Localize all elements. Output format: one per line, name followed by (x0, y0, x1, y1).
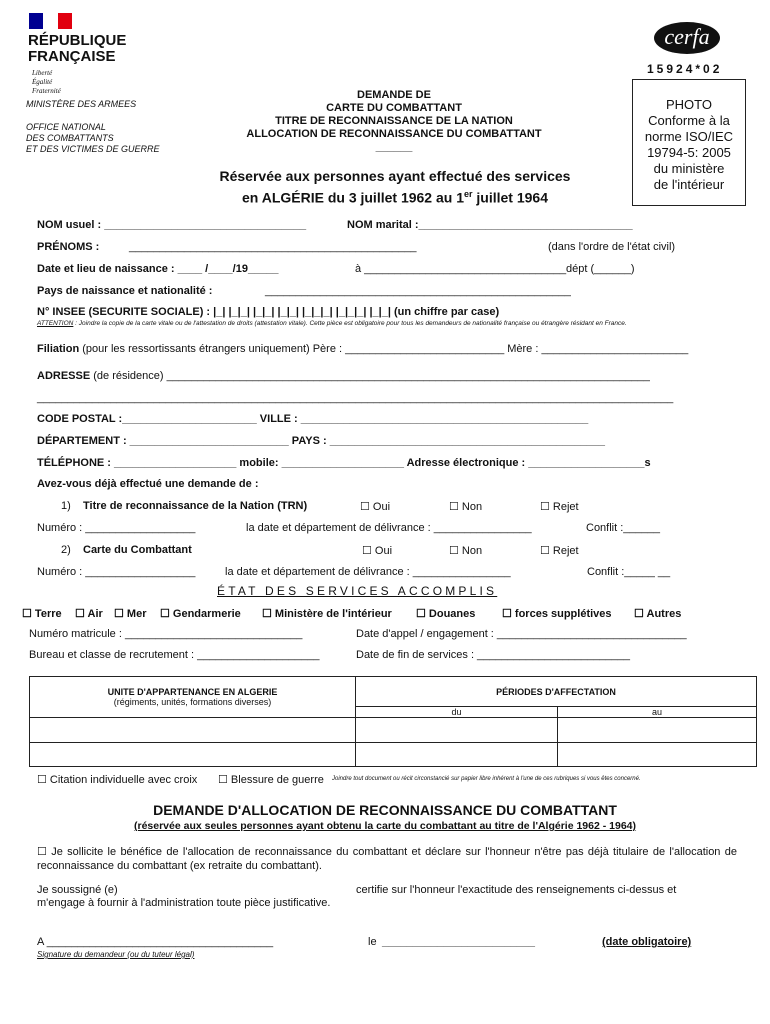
trn-label: Titre de reconnaissance de la Nation (TRN) (83, 500, 308, 512)
service-interieur-checkbox[interactable]: ☐ Ministère de l'intérieur (262, 608, 392, 620)
adresse-field[interactable]: ADRESSE (de résidence) _______________________________________________________________________________ (37, 370, 650, 382)
trn-delivrance-field[interactable]: la date et département de délivrance : ________________ (246, 522, 532, 534)
previous-question: Avez-vous déjà effectué une demande de : (37, 478, 259, 490)
table-cell[interactable] (558, 743, 757, 767)
reserved-notice (180, 167, 610, 207)
trn-rejet-checkbox[interactable]: ☐ Rejet (540, 501, 579, 513)
etat-civil-note: (dans l'ordre de l'état civil) (548, 241, 676, 253)
title-separator: ______ (375, 141, 413, 153)
table-cell[interactable] (356, 743, 558, 767)
carte-rejet-checkbox[interactable]: ☐ Rejet (540, 545, 579, 557)
carte-oui-checkbox[interactable]: ☐ Oui (362, 545, 393, 557)
table-cell[interactable] (558, 718, 757, 743)
item1-number: 1) (61, 500, 71, 512)
naissance-field[interactable]: Date et lieu de naissance : ____ /____/19_____ (37, 263, 279, 275)
unite-header: UNITE D'APPARTENANCE EN ALGERIE (régiments, unités, formations diverses) (30, 677, 356, 718)
code-postal-field[interactable]: CODE POSTAL :______________________ VILLE : _______________________________________________ (37, 413, 589, 425)
table-cell[interactable] (30, 743, 356, 767)
matricule-field[interactable]: Numéro matricule : _____________________________ (29, 628, 303, 640)
allocation-subtitle: (réservée aux seules personnes ayant obtenu la carte du combattant au titre de l'Algérie 1962 - 1964) (133, 820, 637, 832)
title-line4: ALLOCATION DE RECONNAISSANCE DU COMBATTANT (246, 128, 542, 140)
departement-field[interactable]: DÉPARTEMENT : __________________________ PAYS : _____________________________________________ (37, 435, 605, 447)
trn-conflit-field[interactable]: Conflit :______ (586, 522, 660, 534)
motto-fraternite: Fraternité (32, 87, 61, 95)
marianne-logo (29, 13, 72, 29)
carte-non-checkbox[interactable]: ☐ Non (449, 545, 483, 557)
du-header: du (356, 707, 558, 718)
carte-conflit-field[interactable]: Conflit :_____ __ (587, 566, 671, 578)
telephone-field[interactable]: TÉLÉPHONE : ____________________ mobile: ____________________ Adresse électronique : ___________________s (37, 457, 651, 469)
form-title (194, 89, 594, 154)
office-line2: DES COMBATTANTS (26, 133, 114, 143)
table-cell[interactable] (30, 718, 356, 743)
au-header: au (558, 707, 757, 718)
photo-box: PHOTO Conforme à la norme ISO/IEC 19794-5: 2005 du ministère de l'intérieur (632, 79, 746, 206)
service-autres-checkbox[interactable]: ☐ Autres (634, 608, 682, 620)
service-terre-checkbox[interactable]: ☐ Terre (22, 608, 62, 620)
reserved-line1: Réservée aux personnes ayant effectué des services (219, 168, 571, 184)
nom-marital-field[interactable]: NOM marital :___________________________________ (347, 219, 633, 231)
lieu-field[interactable]: A _____________________________________ (37, 936, 274, 948)
engage-text: m'engage à fournir à l'administration toute pièce justificative. (37, 897, 331, 909)
motto-egalite: Égalité (32, 78, 53, 86)
carte-delivrance-field[interactable]: la date et département de délivrance : ________________ (225, 566, 511, 578)
table-cell[interactable] (356, 718, 558, 743)
item2-number: 2) (61, 544, 71, 556)
attention-note: ATTENTION : Joindre la copie de la carte vitale ou de l'attestation de droits (attestation vitale). Cette pièce est obligatoire pour tous les demandeurs de nationalité française ou étrangère résidant en France. (37, 320, 627, 327)
service-suppletives-checkbox[interactable]: ☐ forces supplétives (502, 608, 612, 620)
adresse-line2[interactable]: ________________________________________________________________________________________________________ (37, 392, 674, 404)
soussigne-label: Je soussigné (e) (37, 884, 118, 896)
service-mer-checkbox[interactable]: ☐ Mer (114, 608, 147, 620)
citation-checkbox[interactable]: ☐ Citation individuelle avec croix (37, 774, 198, 786)
republic-line2: FRANÇAISE (28, 48, 116, 65)
service-douanes-checkbox[interactable]: ☐ Douanes (416, 608, 476, 620)
joindre-note: Joindre tout document ou récit circonstancié sur papier libre inhérent à l'une de ces rubriques si vous êtes concerné. (332, 776, 641, 782)
allocation-request-checkbox[interactable]: ☐ Je sollicite le bénéfice de l'allocation de reconnaissance du combattant et déclare sur l'honneur n'être pas déjà titulaire de l'allocation de reconnaissance du combattant (ex retraite du combattant). (37, 846, 737, 872)
appel-field[interactable]: Date d'appel / engagement : _______________________________ (356, 628, 687, 640)
cerfa-logo: cerfa (654, 22, 720, 54)
reserved-line2: en ALGÉRIE du 3 juillet 1962 au 1er juillet 1964 (242, 189, 548, 206)
carte-numero-field[interactable]: Numéro : __________________ (37, 566, 196, 578)
trn-non-checkbox[interactable]: ☐ Non (449, 501, 483, 513)
periodes-header: PÉRIODES D'AFFECTATION (356, 677, 757, 707)
prenoms-label: PRÉNOMS : (37, 241, 100, 253)
nom-usuel-field[interactable]: NOM usuel : _________________________________ (37, 219, 307, 231)
cerfa-number: 15924*02 (647, 62, 723, 76)
blessure-checkbox[interactable]: ☐ Blessure de guerre (218, 774, 324, 786)
bureau-field[interactable]: Bureau et classe de recrutement : ____________________ (29, 649, 320, 661)
republic-line1: RÉPUBLIQUE (28, 32, 127, 49)
signature-label: Signature du demandeur (ou du tuteur légal) (37, 950, 195, 959)
pays-label: Pays de naissance et nationalité : (37, 285, 213, 297)
trn-oui-checkbox[interactable]: ☐ Oui (360, 501, 391, 513)
title-line2: CARTE DU COMBATTANT (326, 102, 462, 114)
ministry: MINISTÈRE DES ARMEES (26, 99, 137, 109)
trn-numero-field[interactable]: Numéro : __________________ (37, 522, 196, 534)
certifie-text: certifie sur l'honneur l'exactitude des renseignements ci-dessus et (356, 884, 677, 896)
title-line3: TITRE DE RECONNAISSANCE DE LA NATION (275, 115, 513, 127)
affectation-table (29, 676, 757, 767)
office-line1: OFFICE NATIONAL (26, 122, 106, 132)
le-label: le (368, 936, 377, 948)
fin-services-field[interactable]: Date de fin de services : _________________________ (356, 649, 631, 661)
naissance-lieu-field[interactable]: à _________________________________dépt (______) (355, 263, 635, 275)
allocation-title: DEMANDE D'ALLOCATION DE RECONNAISSANCE DU COMBATTANT (153, 802, 617, 818)
date-field[interactable]: _________________________ (382, 936, 535, 948)
prenoms-field[interactable]: _______________________________________________ (129, 241, 417, 253)
motto-liberte: Liberté (32, 69, 53, 77)
office-line3: ET DES VICTIMES DE GUERRE (26, 144, 160, 154)
insee-field[interactable]: N° INSEE (SECURITE SOCIALE) : |_| |_|_| |_|_| |_|_| |_|_|_| |_|_|_| |_|_| (un chiffre par case) (37, 306, 500, 318)
title-line1: DEMANDE DE (357, 89, 431, 101)
service-air-checkbox[interactable]: ☐ Air (75, 608, 103, 620)
pays-field[interactable]: __________________________________________________ (265, 285, 571, 297)
services-title: ÉTAT DES SERVICES ACCOMPLIS (217, 584, 498, 598)
date-obligatoire-note: (date obligatoire) (602, 936, 692, 948)
service-gendarmerie-checkbox[interactable]: ☐ Gendarmerie (160, 608, 241, 620)
filiation-field[interactable]: Filiation (pour les ressortissants étrangers uniquement) Père : __________________________ Mère : ________________________ (37, 343, 689, 355)
carte-label: Carte du Combattant (83, 544, 192, 556)
